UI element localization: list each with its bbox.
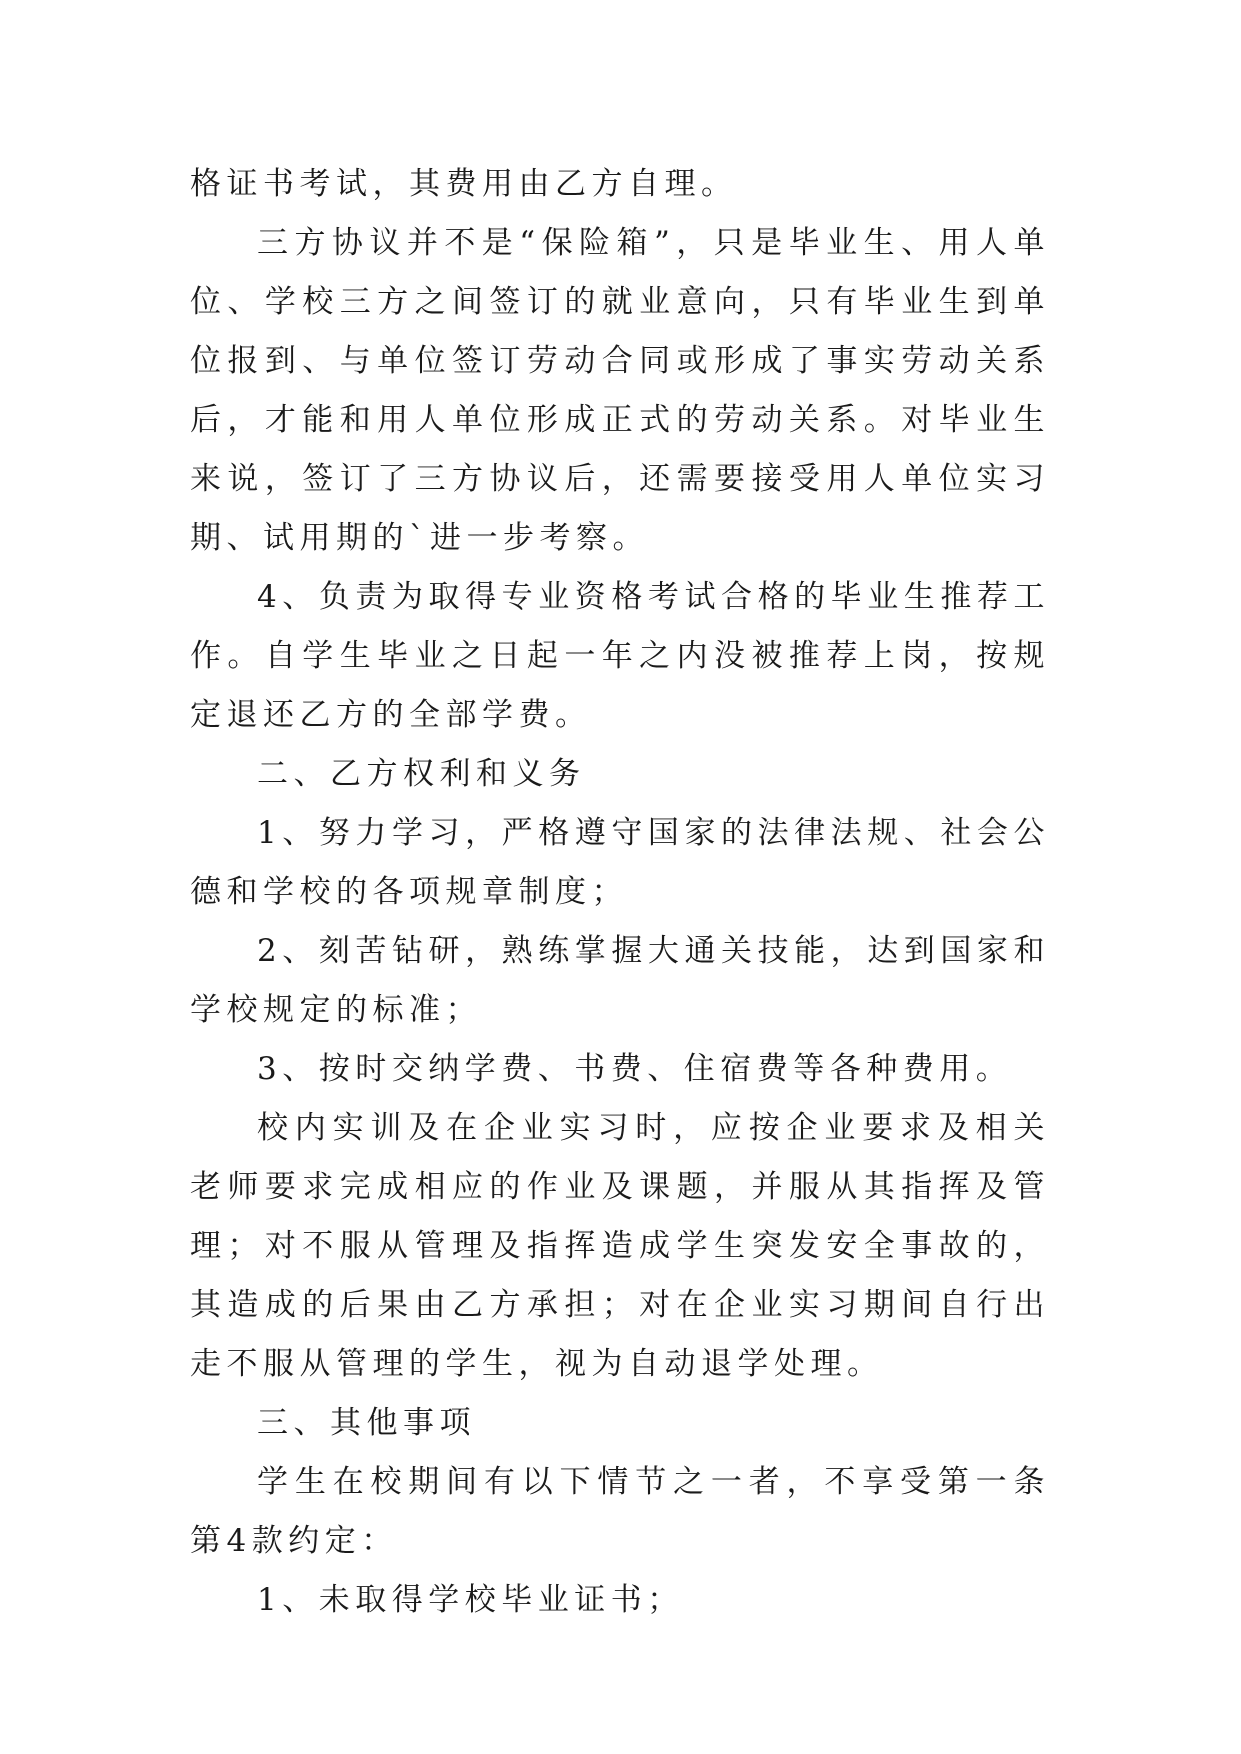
section-heading-3: 三、其他事项 [257, 1405, 476, 1441]
paragraph-10: 学生在校期间有以下情节之一者，不享受第一条第4款约定： [190, 1464, 1050, 1559]
paragraph-2: 三方协议并不是“保险箱”，只是毕业生、用人单位、学校三方之间签订的就业意向，只有毕业生到单位报到、与单位签订劳动合同或形成了事实劳动关系后，才能和用人单位形成正式的劳动关系。对毕业生来说，签订了三方协议后，还需要接受用人单位实习期、试用期的`进一步考察。 [190, 225, 1050, 556]
section-heading-2: 二、乙方权利和义务 [257, 756, 586, 792]
paragraph-5: 1、努力学习，严格遵守国家的法律法规、社会公德和学校的各项规章制度； [190, 815, 1050, 910]
paragraph-1: 格证书考试，其费用由乙方自理。 [190, 166, 738, 202]
paragraph-3: 4、负责为取得专业资格考试合格的毕业生推荐工作。自学生毕业之日起一年之内没被推荐上岗，按规定退还乙方的全部学费。 [190, 579, 1050, 733]
document-body [190, 155, 1050, 1630]
paragraph-6: 2、刻苦钻研，熟练掌握大通关技能，达到国家和学校规定的标准； [190, 933, 1050, 1028]
paragraph-8: 校内实训及在企业实习时，应按企业要求及相关老师要求完成相应的作业及课题，并服从其指挥及管理；对不服从管理及指挥造成学生突发安全事故的，其造成的后果由乙方承担；对在企业实习期间自行出走不服从管理的学生，视为自动退学处理。 [190, 1110, 1050, 1382]
paragraph-7: 3、按时交纳学费、书费、住宿费等各种费用。 [257, 1051, 1013, 1087]
paragraph-11: 1、未取得学校毕业证书； [257, 1582, 684, 1618]
